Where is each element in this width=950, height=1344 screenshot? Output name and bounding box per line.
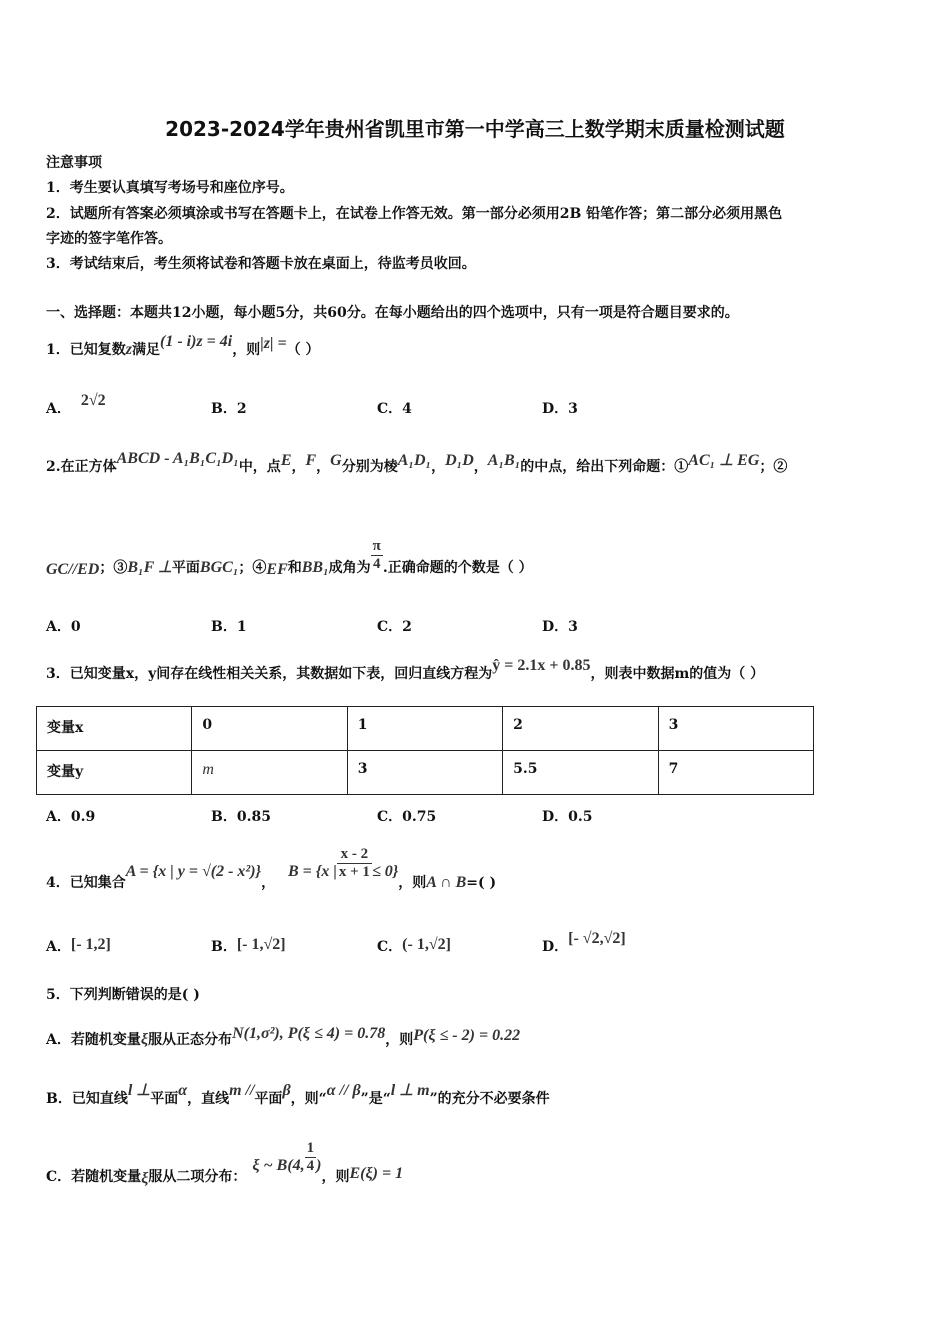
notice-item: 2．试题所有答案必须填涂或书写在答题卡上，在试卷上作答无效。第一部分必须用2B 铅笔作答；第二部分必须用黑色 — [46, 206, 783, 222]
q3-option-a[interactable]: A．0.9 — [46, 809, 96, 825]
question-2-line-2: GC//ED；③B₁F ⊥平面BGC₁；④EF和BB₁成角为 $\frac{\pi}{4}$ .正确命题的个数是（ ） — [46, 537, 533, 578]
q1-prefix: 1．已知复数 — [46, 342, 126, 358]
q4-option-a[interactable]: A．[- 1,2] — [46, 936, 111, 955]
q3-option-b[interactable]: B．0.85 — [211, 809, 271, 825]
q1-option-c[interactable]: C．4 — [377, 401, 412, 417]
q2-option-a[interactable]: A．0 — [46, 619, 81, 635]
question-3: 3．已知变量x，y间存在线性相关关系，其数据如下表，回归直线方程为ŷ = 2.1x + 0.85，则表中数据m的值为（ ） — [46, 657, 765, 682]
q1-option-b[interactable]: B．2 — [211, 401, 247, 417]
q5-fraction: $\frac{1}{4}$ — [306, 1140, 315, 1174]
notice-item: 字迹的签字笔作答。 — [46, 231, 172, 247]
q2-option-b[interactable]: B．1 — [211, 619, 247, 635]
section-heading: 一、选择题：本题共12小题，每小题5分，共60分。在每小题给出的四个选项中，只有一项是符合题目要求的。 — [46, 305, 739, 321]
q1-option-d[interactable]: D．3 — [542, 401, 578, 417]
pi-over-four: $\frac{\pi}{4}$ — [372, 537, 381, 572]
q1-then: ，则 — [232, 342, 261, 358]
q4-set-a: A = {x | y = √(2 - x²)} — [125, 862, 262, 880]
q2-option-d[interactable]: D．3 — [542, 619, 578, 635]
q3-regression-eq: ŷ = 2.1x + 0.85 — [492, 657, 591, 674]
q5-option-c[interactable]: C．若随机变量ξ服从二项分布：ξ ~ B(4, $\frac{1}{4}$ )，则E(ξ) = 1 — [46, 1140, 404, 1187]
q5-option-a[interactable]: A．若随机变量ξ服从正态分布N(1,σ²), P(ξ ≤ 4) = 0.78，则P(ξ ≤ - 2) = 0.22 — [46, 1025, 521, 1048]
q1-mid: 满足 — [131, 342, 160, 358]
q3-option-d[interactable]: D．0.5 — [542, 809, 593, 825]
q1-paren: （ ） — [286, 342, 320, 358]
notice-heading: 注意事项 — [46, 155, 102, 171]
notice-item: 1．考生要认真填写考场号和座位序号。 — [46, 180, 294, 196]
q4-option-b[interactable]: B．[- 1,√2] — [211, 936, 286, 955]
data-table — [36, 706, 814, 795]
q3-option-c[interactable]: C．0.75 — [377, 809, 437, 825]
q1-option-a[interactable]: A． 2√2 — [46, 392, 106, 417]
q4-option-d[interactable]: D．[- √2,√2] — [542, 930, 626, 955]
notice-item: 3．考试结束后，考生须将试卷和答题卡放在桌面上，待监考员收回。 — [46, 256, 476, 272]
q5-option-b[interactable]: B．已知直线l ⊥平面α，直线m //平面β，则“α // β”是“l ⊥ m”的充分不必要条件 — [46, 1082, 550, 1107]
q4-option-c[interactable]: C．(- 1,√2] — [377, 936, 451, 955]
question-1 — [46, 333, 320, 359]
question-5: 5．下列判断错误的是( ) — [46, 987, 200, 1003]
q1-var-z: z — [125, 341, 132, 358]
table-row: 变量x 0 1 2 3 — [37, 707, 814, 751]
q2-cube: ABCD - A₁B₁C₁D₁ — [116, 450, 239, 467]
question-2-line-1: 2.在正方体ABCD - A₁B₁C₁D₁中，点E，F，G分别为棱A₁D₁，D₁D，A₁B₁的中点，给出下列命题：①AC₁ ⊥ EG；② — [46, 450, 788, 475]
q4-fraction: $\frac{x - 2}{x + 1}$ — [338, 846, 370, 880]
q2-option-c[interactable]: C．2 — [377, 619, 412, 635]
table-row: 变量y m 3 5.5 7 — [37, 751, 814, 795]
q1-equation: (1 - i)z = 4i — [159, 333, 233, 350]
question-4: 4．已知集合A = {x | y = √(2 - x²)}， B = {x | $\frac{x - 2}{x + 1}$ ≤ 0}，则A ∩ B=( ) — [46, 846, 497, 891]
q1-abs: |z| = — [260, 335, 287, 352]
page-title: 2023-2024学年贵州省凯里市第一中学高三上数学期末质量检测试题 — [165, 117, 785, 141]
